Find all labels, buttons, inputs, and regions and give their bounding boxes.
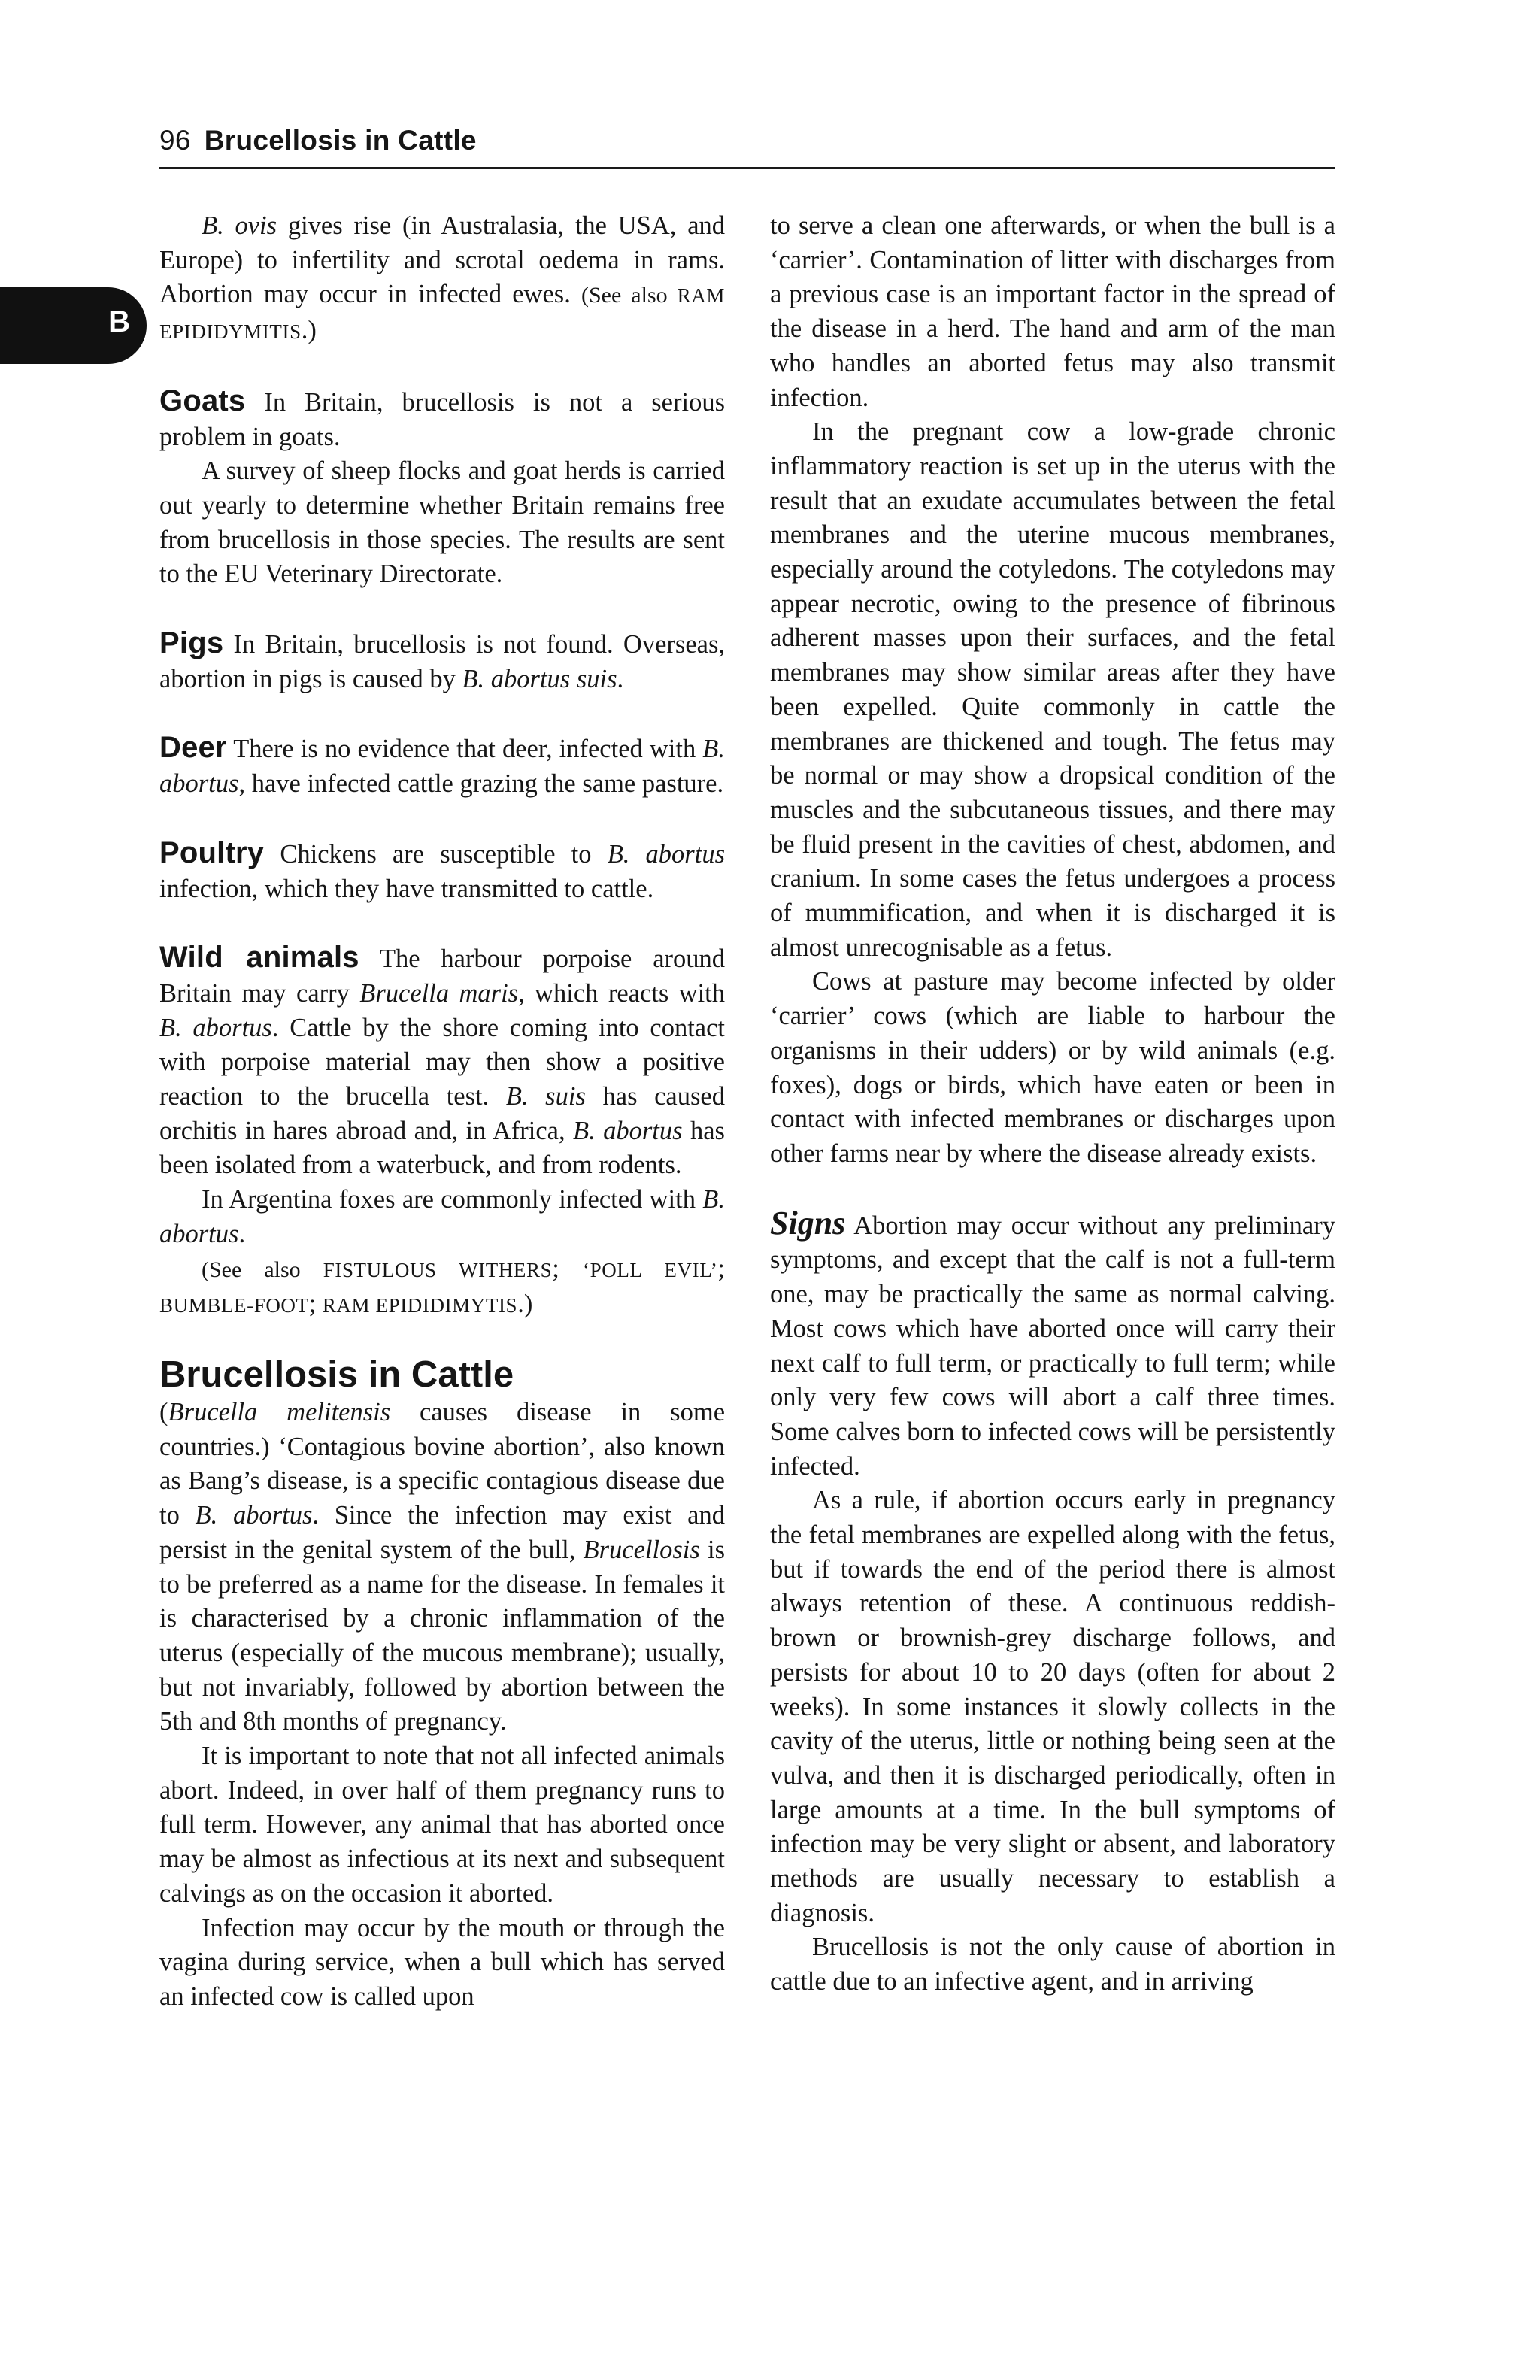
cross-reference: RAM EPIDIDYMITIS: [159, 284, 725, 344]
membranes-paragraph: As a rule, if abortion occurs early in pregnancy the fetal membranes are expelled along with the fetus, but if towards the end of the period there is almost always retention of these. A continuous reddish-brown or brownish-grey discharge follows, and persists for about 10 to 20 days (often for about 2 weeks). In some instances it slowly collects in the cavity of the uterus, little or nothing being seen at the vulva, and then it is discharged periodically, often in large amounts at a time. In the bull symptoms of infection may be very slight or absent, and laboratory methods are usually necessary to establish a diagnosis.: [770, 1486, 1335, 1927]
header-rule: [159, 167, 1335, 169]
running-title: Brucellosis in Cattle: [204, 125, 477, 156]
run-in-heading: Poultry: [159, 835, 265, 869]
contamination-paragraph: to serve a clean one afterwards, or when the bull is a ‘carrier’. Contamination of litter with discharges from a previous case is an important factor in the spread of the disease in a herd. The hand and arm of the man who handles an aborted fetus may also transmit infection.: [770, 211, 1335, 412]
pathology-paragraph: In the pregnant cow a low-grade chronic inflammatory reaction is set up in the uterus with the result that an exudate accumulates between the fetal membranes and the uterine mucous membranes, especially around the cotyledons. The cotyledons may appear necrotic, owing to the presence of fibrinous adherent masses upon their surfaces, and the fetal membranes may show similar areas after they have been expelled. Quite commonly in cattle the membranes are thickened and tough. The fetus may be normal or may show a dropsical condition of the muscles and the subcutaneous tissues, and there may be fluid present in the cavities of chest, abdomen, and cranium. In some cases the fetus undergoes a process of mummification, and when it is discharged it is almost unrecognisable as a fetus.: [770, 417, 1335, 962]
see-also-paragraph: (See also FISTULOUS WITHERS; ‘POLL EVIL’; BUMBLE-FOOT; RAM EPIDIDIMYTIS.): [159, 1254, 726, 1319]
right-column: [770, 209, 1335, 2000]
full-term-paragraph: It is important to note that not all infected animals abort. Indeed, in over half of them pregnancy runs to full term. However, any animal that has aborted once may be almost as infectious at its next and subsequent calvings as on the occasion it aborted.: [159, 1742, 725, 1908]
thumb-tab-letter: B: [108, 305, 130, 338]
cross-reference: BUMBLE-FOOT: [159, 1294, 309, 1317]
run-in-heading: Signs: [770, 1204, 846, 1242]
section-thumb-tab: [0, 287, 147, 364]
run-in-heading: Pigs: [159, 626, 224, 660]
run-in-heading: Goats: [159, 384, 246, 417]
other-causes-paragraph: Brucellosis is not the only cause of abortion in cattle due to an infective agent, and in arriving: [770, 1933, 1335, 1996]
goats-paragraph: Goats In Britain, brucellosis is not a serious problem in goats.: [159, 384, 725, 451]
wild-animals-paragraph: Wild animals The harbour porpoise around Britain may carry Brucella maris, which reacts with B. abortus. Cattle by the shore coming into contact with porpoise material may then show a positive reaction to the brucella test. B. suis has caused orchitis in hares abroad and, in Africa, B. abortus has been isolated from a waterbuck, and from rodents.: [159, 941, 726, 1180]
section-heading: Brucellosis in Cattle: [159, 1354, 514, 1395]
page-number: 96: [159, 125, 191, 156]
run-in-heading: Deer: [159, 731, 227, 765]
cattle-intro-paragraph: (Brucella melitensis causes disease in some countries.) ‘Contagious bovine abortion’, also known as Bang’s disease, is a specific contagious disease due to B. abortus. Since the infection may exist and persist in the genital system of the bull, Brucellosis is to be preferred as a name for the disease. In females it is characterised by a chronic inflammation of the uterus (especially of the mucous membrane); usually, but not invariably, followed by abortion between the 5th and 8th months of pregnancy.: [159, 1397, 726, 1736]
cross-reference: FISTULOUS WITHERS: [323, 1258, 553, 1281]
deer-paragraph: Deer There is no evidence that deer, infected with B. abortus, have infected cattle grazing the same pasture.: [159, 731, 725, 799]
left-column: [159, 209, 725, 2015]
cross-reference: RAM EPIDIDIMYTIS: [322, 1294, 518, 1317]
infection-route-paragraph: Infection may occur by the mouth or through the vagina during service, when a bull which has served an infected cow is called upon: [159, 1913, 725, 2011]
cross-reference: ‘POLL EVIL’: [583, 1258, 718, 1281]
running-header: [159, 125, 477, 156]
goats-survey-paragraph: A survey of sheep flocks and goat herds is carried out yearly to determine whether Britain remains free from brucellosis in those species. The results are sent to the EU Veterinary Directorate.: [159, 456, 725, 589]
poultry-paragraph: Poultry Chickens are susceptible to B. abortus infection, which they have transmitted to cattle.: [159, 835, 725, 903]
signs-paragraph: Signs Abortion may occur without any preliminary symptoms, and except that the calf is not a full-term one, may be practically the same as normal calving. Most cows which have aborted once will carry their next calf to full term, or practically to full term; while only very few cows will abort a calf three times. Some calves born to infected cows will be persistently infected.: [770, 1204, 1335, 1481]
pigs-paragraph: Pigs In Britain, brucellosis is not found. Overseas, abortion in pigs is caused by B. abortus suis.: [159, 626, 725, 693]
ovis-paragraph: B. ovis gives rise (in Australasia, the USA, and Europe) to infertility and scrotal oedema in rams. Abortion may occur in infected ewes. (See also RAM EPIDIDYMITIS.): [159, 211, 726, 345]
run-in-heading: Wild animals: [159, 941, 359, 975]
pasture-paragraph: Cows at pasture may become infected by older ‘carrier’ cows (which are liable to harbour the organisms in their udders) or by wild animals (e.g. foxes), dogs or birds, which have eaten or been in contact with infected membranes or discharges upon other farms near by where the disease already exists.: [770, 967, 1335, 1168]
argentina-paragraph: In Argentina foxes are commonly infected with B. abortus.: [159, 1185, 725, 1248]
